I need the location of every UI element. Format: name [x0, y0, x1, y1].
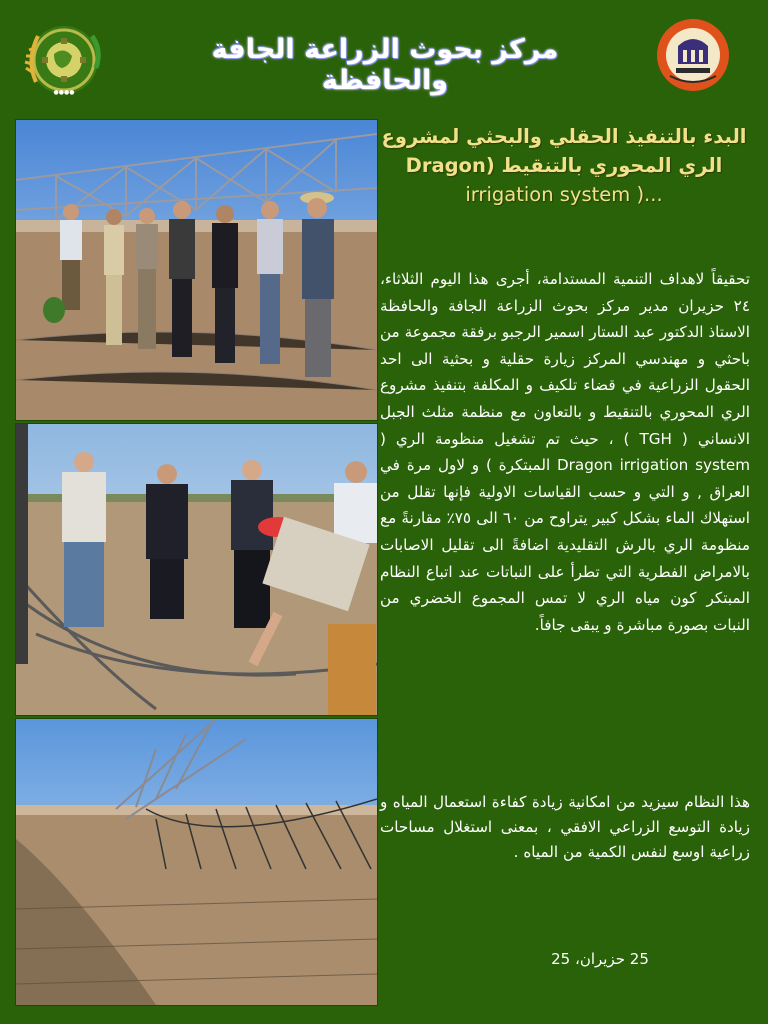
group-photo-under-pivot [15, 119, 378, 421]
dryland-center-logo [20, 20, 104, 100]
inspecting-drip-hoses [15, 423, 378, 716]
headline-line-2: الري المحوري بالتنقيط (Dragon [405, 154, 723, 177]
article-headline [378, 122, 750, 209]
headline-line-3: irrigation system )... [465, 183, 663, 206]
center-pivot-system [15, 718, 378, 1006]
publish-date: 25 حزيران، 25 [551, 950, 649, 968]
svg-text:●●●●: ●●●● [53, 89, 75, 96]
headline-line-1: البدء بالتنفيذ الحقلي والبحثي لمشروع [381, 125, 747, 148]
article-paragraph-1: تحقيقاً لاهداف التنمية المستدامة، أجرى هذا اليوم الثلاثاء، ٢٤ حزيران مدير مركز بحوث الزراعة الجافة والحافظة الاستاذ الدكتور عبد الستار اسمير الرجبو برفقة مجموعة من باحثي و مهندسي المركز زيارة حقلية و بحثية الى احد الحقول الزراعية في قضاء تلكيف و المكلفة بتنفيذ مشروع الري المحوري بالتنقيط و بالتعاون مع منظمة مثلث الجبل الانساني ( TGH ) ، حيث تم تشغيل منظومة الري ( Dragon irrigation system المبتكرة ) و لاول مرة في العراق , و التي و حسب القياسات الاولية فإنها تقلل من استهلاك الماء بشكل كبير يتراوح من ٦٠ الى ٧٥٪ مقارنةً مع منظومة الري بالرش التقليدية اضافةً الى تقليل الاصابات بالامراض الفطرية التي تطرأ على النباتات عند اتباع النظام المبتكر كون مياه الري لا تمس المجموع الخضري من النبات بصورة مباشرة و يبقى جافاً. [380, 270, 750, 634]
page-title: مركز بحوث الزراعة الجافة والحافظة [211, 34, 559, 96]
university-emblem-logo [656, 18, 730, 92]
header [0, 0, 768, 115]
article-paragraph-2: هذا النظام سيزيد من امكانية زيادة كفاءة استعمال المياه و زيادة التوسع الزراعي الافقي ، بمعنى استغلال مساحات زراعية اوسع لنفس الكمية من المياه . [380, 793, 750, 861]
